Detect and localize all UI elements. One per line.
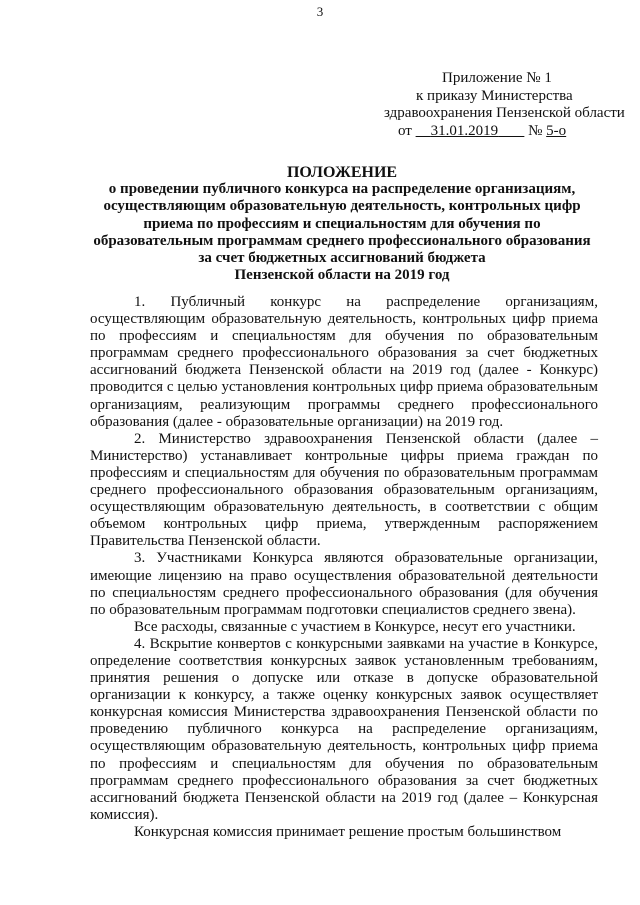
from-label: от <box>398 122 412 139</box>
paragraph-3-expenses: Все расходы, связанные с участием в Конкурсе, несут его участники. <box>134 618 576 635</box>
page-number: 3 <box>316 4 324 19</box>
appendix-ministry: здравоохранения Пензенской области <box>384 105 625 121</box>
appendix-order-ref: к приказу Министерства <box>416 87 573 104</box>
order-date: 31.01.2019 <box>430 122 499 139</box>
appendix-block <box>384 70 632 140</box>
paragraph-5: Конкурсная комиссия принимает решение простым большинством <box>134 823 562 840</box>
document-title <box>86 164 598 284</box>
number-label: № <box>528 122 543 139</box>
title-line: образовательным программам среднего профессионального образования <box>93 232 591 249</box>
title-line: приема по профессиям и специальностям для обучения по <box>143 215 541 232</box>
paragraph-2: 2. Министерство здравоохранения Пензенской области (далее – Министерство) устанавливает контрольные цифры приема граждан по профессиям и специальностям для обучения по образовательным программам среднего профессионального образования образовательным организациям, осуществляющим образовательную деятельность, в соответствии с общим объемом контрольных цифр приема, утвержденным распоряжением Правительства Пензенской области. <box>90 430 598 550</box>
title-main: ПОЛОЖЕНИЕ <box>286 164 398 181</box>
order-number: 5-о <box>546 122 567 139</box>
title-line: осуществляющим образовательную деятельность, контрольных цифр <box>103 198 581 215</box>
paragraph-1: 1. Публичный конкурс на распределение организациям, осуществляющим образовательную деятельность, контрольных цифр приема по профессиям и специальностям для обучения по образовательным программам среднего профессионального образования за счет бюджетных ассигнований бюджета Пензенской области на 2019 год (далее - Конкурс) проводится с целью установления контрольных цифр приема образовательным организациям, реализующим программы среднего профессионального образования (далее - образовательные организации) на 2019 год. <box>90 294 598 430</box>
title-line: за счет бюджетных ассигнований бюджета <box>198 250 486 267</box>
document-body <box>90 294 598 841</box>
paragraph-3: 3. Участниками Конкурса являются образовательные организации, имеющие лицензию на право осуществления образовательной деятельности по специальностям среднего профессионального образования (для обучения по образовательным программам подготовки специалистов среднего звена). <box>90 550 598 618</box>
title-line: Пензенской области на 2019 год <box>234 267 450 284</box>
paragraph-4: 4. Вскрытие конвертов с конкурсными заявками на участие в Конкурсе, определение соответствия конкурсных заявок установленным требованиям, принятия решения о допуске или отказе в допуске образовательной организации к конкурсу, а также оценку конкурсных заявок осуществляет конкурсная комиссия Министерства здравоохранения Пензенской области по проведению публичного конкурса на распределение организациям, осуществляющим образовательную деятельность, контрольных цифр приема по профессиям и специальностям для обучения по образовательным программам среднего профессионального образования за счет бюджетных ассигнований бюджета Пензенской области на 2019 год (далее – Конкурсная комиссия). <box>90 635 598 823</box>
appendix-date-number <box>384 123 632 141</box>
appendix-title: Приложение № 1 <box>442 70 552 86</box>
title-line: о проведении публичного конкурса на распределение организациям, <box>108 181 576 198</box>
